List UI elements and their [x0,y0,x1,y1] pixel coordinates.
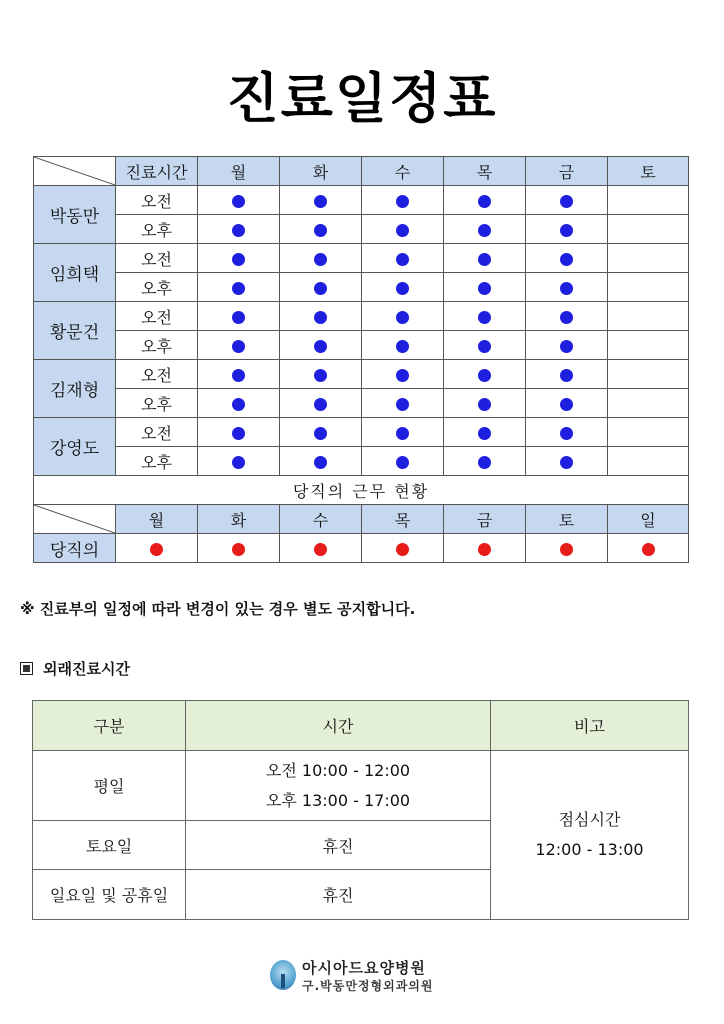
doctor-name: 박동만 [34,186,116,244]
weekday-pm: 오후 13:00 - 17:00 [265,790,411,810]
sunday-label: 일요일 및 공휴일 [33,870,186,920]
header-sat: 토 [608,157,689,186]
available-dot-icon [560,369,573,382]
section-title: 외래진료시간 [43,660,130,678]
slot-empty [608,331,689,360]
duty-label: 당직의 [34,534,116,563]
saturday-label: 토요일 [33,821,186,870]
session-pm: 오후 [116,273,198,302]
session-pm: 오후 [116,215,198,244]
slot-available [280,186,362,215]
schedule-row [34,360,689,389]
slot-available [444,360,526,389]
available-dot-icon [478,427,491,440]
schedule-row [34,186,689,215]
slot-available [362,360,444,389]
available-dot-icon [232,253,245,266]
slot-available [444,389,526,418]
slot-empty [608,215,689,244]
available-dot-icon [232,369,245,382]
doctor-name: 김재형 [34,360,116,418]
slot-available [526,244,608,273]
page-title: 진료일정표 [226,67,498,130]
slot-available [362,418,444,447]
available-dot-icon [478,224,491,237]
duty-slot [116,534,198,563]
available-dot-icon [232,398,245,411]
header-mon: 월 [198,157,280,186]
doctor-name: 황문건 [34,302,116,360]
square-bullet-icon [20,662,33,675]
hours-header-row [33,701,689,751]
duty-slot [526,534,608,563]
weekday-label: 평일 [33,751,186,821]
notice-text: ※ 진료부의 일정에 따라 변경이 있는 경우 별도 공지합니다. [20,600,416,618]
slot-available [198,215,280,244]
schedule-row [34,447,689,476]
available-dot-icon [560,253,573,266]
slot-available [198,302,280,331]
header-fri: 금 [526,157,608,186]
slot-available [526,418,608,447]
available-dot-icon [560,340,573,353]
available-dot-icon [314,253,327,266]
slot-available [198,389,280,418]
available-dot-icon [396,224,409,237]
duty-title-row [34,476,689,505]
available-dot-icon [314,224,327,237]
available-dot-icon [314,398,327,411]
header-tue: 화 [280,157,362,186]
available-dot-icon [396,369,409,382]
duty-header-wed: 수 [280,505,362,534]
slot-available [444,273,526,302]
slot-available [198,331,280,360]
slot-available [526,447,608,476]
section-heading [20,658,130,679]
header-note: 비고 [491,701,689,751]
slot-available [280,331,362,360]
available-dot-icon [396,195,409,208]
slot-available [198,418,280,447]
header-time: 시간 [186,701,491,751]
duty-slot [362,534,444,563]
available-dot-icon [396,282,409,295]
available-dot-icon [232,224,245,237]
saturday-time: 휴진 [186,821,491,870]
schedule-row [34,273,689,302]
available-dot-icon [314,311,327,324]
session-pm: 오후 [116,331,198,360]
duty-slot [444,534,526,563]
available-dot-icon [478,398,491,411]
slot-available [362,302,444,331]
available-dot-icon [314,340,327,353]
doctor-name: 임희택 [34,244,116,302]
duty-header-thu: 목 [362,505,444,534]
available-dot-icon [396,427,409,440]
duty-dot-icon [396,543,409,556]
lunch-time: 12:00 - 13:00 [535,840,644,859]
duty-dot-icon [478,543,491,556]
duty-dot-icon [314,543,327,556]
hospital-former-name: 구.박동만정형외과의원 [302,979,434,993]
slot-empty [608,360,689,389]
slot-empty [608,244,689,273]
slot-available [198,360,280,389]
available-dot-icon [560,456,573,469]
footer-logo-block [270,957,470,997]
available-dot-icon [478,369,491,382]
slot-available [280,418,362,447]
session-pm: 오후 [116,389,198,418]
available-dot-icon [396,253,409,266]
slot-available [280,447,362,476]
slot-available [362,447,444,476]
available-dot-icon [560,311,573,324]
slot-available [362,389,444,418]
duty-header-sun: 일 [608,505,689,534]
slot-available [280,273,362,302]
slot-available [198,273,280,302]
schedule-row [34,244,689,273]
slot-available [362,331,444,360]
available-dot-icon [560,282,573,295]
slot-available [444,418,526,447]
schedule-row [34,389,689,418]
slot-available [280,244,362,273]
available-dot-icon [478,311,491,324]
session-am: 오전 [116,360,198,389]
slot-empty [608,447,689,476]
duty-header-row [34,505,689,534]
duty-row [34,534,689,563]
available-dot-icon [314,456,327,469]
slot-available [526,389,608,418]
available-dot-icon [396,398,409,411]
session-am: 오전 [116,302,198,331]
session-pm: 오후 [116,447,198,476]
available-dot-icon [232,311,245,324]
slot-available [362,186,444,215]
diagonal-header-cell [34,157,116,186]
slot-available [526,273,608,302]
slot-available [444,186,526,215]
doctor-name: 강영도 [34,418,116,476]
duty-slot [608,534,689,563]
lunch-note [491,751,689,920]
slot-empty [608,418,689,447]
available-dot-icon [478,253,491,266]
schedule-row [34,215,689,244]
header-session: 진료시간 [116,157,198,186]
duty-dot-icon [232,543,245,556]
available-dot-icon [232,456,245,469]
outpatient-hours-table [32,700,689,920]
available-dot-icon [478,456,491,469]
session-am: 오전 [116,418,198,447]
slot-available [526,186,608,215]
schedule-row [34,302,689,331]
schedule-header-row [34,157,689,186]
available-dot-icon [232,282,245,295]
tree-logo-icon [270,960,296,990]
duty-dot-icon [560,543,573,556]
duty-dot-icon [642,543,655,556]
slot-available [362,273,444,302]
available-dot-icon [396,340,409,353]
session-am: 오전 [116,186,198,215]
diagonal-header-cell [34,505,116,534]
sunday-time: 휴진 [186,870,491,920]
slot-empty [608,186,689,215]
slot-available [526,215,608,244]
weekday-times [186,751,491,821]
available-dot-icon [560,195,573,208]
available-dot-icon [478,282,491,295]
header-category: 구분 [33,701,186,751]
weekday-row [33,751,689,821]
slot-available [444,244,526,273]
available-dot-icon [560,398,573,411]
slot-available [444,447,526,476]
slot-empty [608,273,689,302]
duty-slot [198,534,280,563]
slot-available [280,360,362,389]
lunch-title: 점심시간 [558,810,621,829]
slot-available [280,389,362,418]
available-dot-icon [232,427,245,440]
duty-header-fri: 금 [444,505,526,534]
slot-available [362,215,444,244]
available-dot-icon [478,195,491,208]
slot-available [362,244,444,273]
slot-available [526,302,608,331]
slot-empty [608,302,689,331]
duty-dot-icon [150,543,163,556]
duty-title: 당직의 근무 현황 [34,476,689,505]
slot-available [526,331,608,360]
slot-available [444,215,526,244]
schedule-row [34,418,689,447]
available-dot-icon [314,427,327,440]
available-dot-icon [314,195,327,208]
slot-available [280,302,362,331]
slot-available [444,331,526,360]
weekday-am: 오전 10:00 - 12:00 [265,760,411,780]
duty-header-mon: 월 [116,505,198,534]
slot-available [444,302,526,331]
available-dot-icon [232,340,245,353]
slot-available [198,186,280,215]
available-dot-icon [396,456,409,469]
available-dot-icon [560,224,573,237]
available-dot-icon [396,311,409,324]
schedule-table [33,156,689,563]
duty-header-tue: 화 [198,505,280,534]
duty-slot [280,534,362,563]
session-am: 오전 [116,244,198,273]
schedule-row [34,331,689,360]
header-thu: 목 [444,157,526,186]
available-dot-icon [560,427,573,440]
available-dot-icon [478,340,491,353]
available-dot-icon [314,282,327,295]
duty-header-sat: 토 [526,505,608,534]
slot-available [526,360,608,389]
hospital-name: 아시아드요양병원 [302,959,426,977]
slot-empty [608,389,689,418]
header-wed: 수 [362,157,444,186]
available-dot-icon [232,195,245,208]
slot-available [198,447,280,476]
available-dot-icon [314,369,327,382]
slot-available [198,244,280,273]
slot-available [280,215,362,244]
